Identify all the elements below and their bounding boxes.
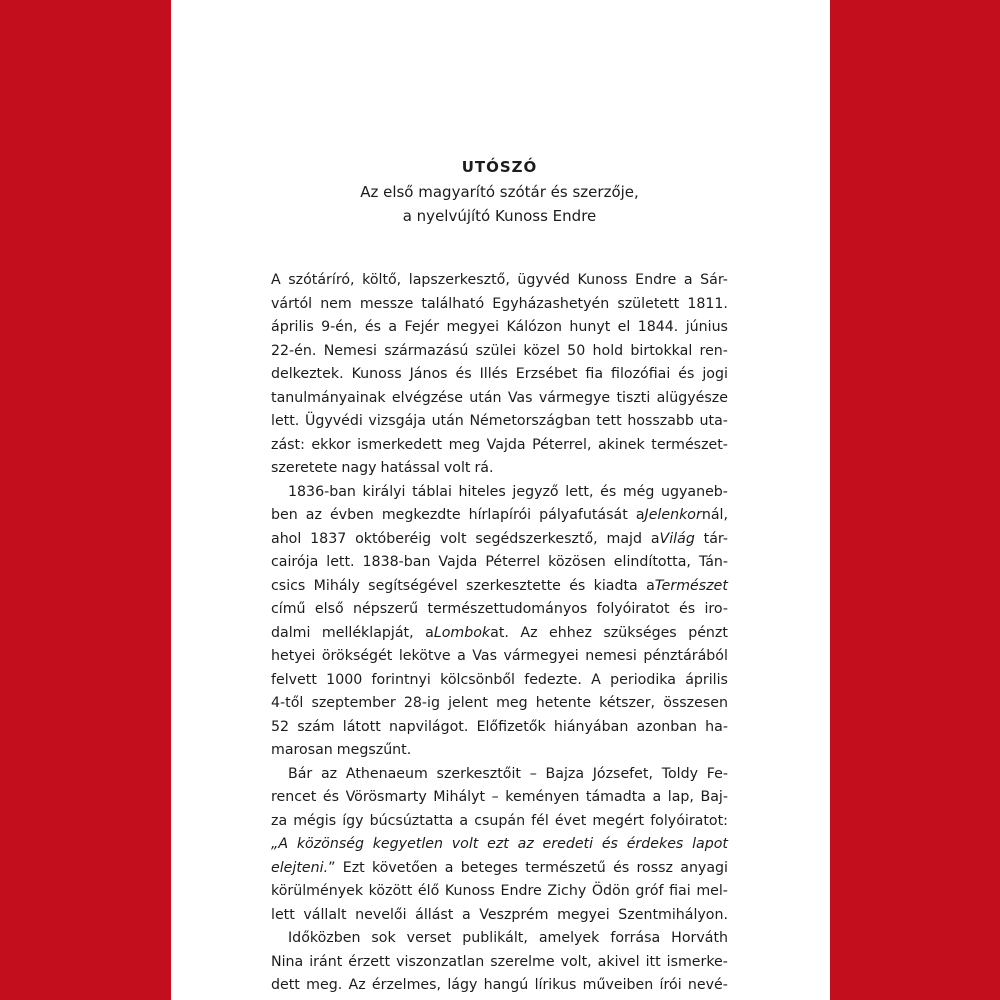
word: közönség xyxy=(296,836,364,852)
word: az xyxy=(320,765,338,782)
word: folyóiratot xyxy=(596,601,670,617)
word: lapot xyxy=(692,836,728,852)
word: táblai xyxy=(412,483,452,500)
word: dett xyxy=(271,977,300,993)
word: az xyxy=(305,507,322,523)
word: látott xyxy=(342,718,381,735)
word: lett, xyxy=(565,483,594,500)
word: dalmi xyxy=(271,624,311,641)
word: Mihályt xyxy=(433,789,486,805)
word: Kunoss xyxy=(577,272,628,288)
word: aTermészet xyxy=(646,577,728,594)
word: érzelmes, xyxy=(371,977,442,993)
word: marosan xyxy=(271,742,333,758)
book-page xyxy=(171,0,830,1000)
word: és xyxy=(678,601,696,617)
word: messze xyxy=(359,295,414,312)
word: aJelenkornál, xyxy=(635,507,728,523)
word: követően xyxy=(372,859,438,876)
word: ügyvéd xyxy=(517,272,570,288)
word: első xyxy=(314,601,344,617)
word: uta- xyxy=(699,413,728,429)
text-line xyxy=(271,880,728,904)
word: segítségével xyxy=(368,577,458,594)
word: hiányában xyxy=(553,718,629,735)
word: 1000 xyxy=(326,671,363,688)
word: ha- xyxy=(705,718,728,735)
text-line xyxy=(271,763,728,787)
word: lírikus xyxy=(534,977,577,993)
text-line xyxy=(271,622,728,646)
word: ekkor xyxy=(311,436,351,453)
word: és xyxy=(613,859,630,876)
word: a xyxy=(457,648,466,664)
word: nevelői xyxy=(355,906,407,923)
word: Fejér xyxy=(404,319,440,335)
word: fedezte. xyxy=(524,671,582,688)
word: hetyei xyxy=(271,648,316,664)
word: ahol xyxy=(271,530,302,547)
word: és xyxy=(601,836,618,852)
word: 52 xyxy=(271,718,290,735)
word: született xyxy=(617,295,680,312)
word: nemesi xyxy=(585,648,637,664)
word: jelent xyxy=(448,695,488,711)
word: és xyxy=(678,366,695,382)
word: a xyxy=(459,812,469,829)
word: Horváth xyxy=(671,930,728,946)
word: lap, xyxy=(667,789,694,805)
word: Vas xyxy=(507,389,533,406)
word: szülei xyxy=(475,342,517,359)
word: Szentmihályon. xyxy=(618,906,728,923)
word: és xyxy=(455,366,472,382)
word: mégis xyxy=(293,812,337,829)
word: kétszer, xyxy=(599,695,656,711)
word: ren- xyxy=(699,342,728,359)
word: meg xyxy=(448,436,481,453)
word: hetente xyxy=(535,695,592,711)
word: beteges xyxy=(460,859,518,876)
text-line xyxy=(271,598,728,622)
word: a xyxy=(388,319,398,335)
word: hosszabb xyxy=(627,413,694,429)
word: forrása xyxy=(610,930,661,946)
word: aVilág xyxy=(650,530,695,547)
word: aLombokat. xyxy=(425,624,509,641)
word: Veszprém xyxy=(479,906,549,923)
word: csupán xyxy=(474,812,526,829)
word: meg xyxy=(496,695,528,711)
text-line xyxy=(271,669,728,693)
word: vállalt xyxy=(303,906,347,923)
word: évben xyxy=(329,507,374,523)
text-line xyxy=(271,528,728,552)
word: 1838-ban xyxy=(362,554,431,570)
word: nevé- xyxy=(687,977,728,993)
word: szeretete xyxy=(271,460,338,476)
word: periodika xyxy=(610,671,676,688)
word: akivel xyxy=(597,953,640,970)
word: népszerű xyxy=(353,601,419,617)
word: június xyxy=(685,319,728,335)
word: tett xyxy=(596,413,622,429)
word: című xyxy=(271,601,306,617)
word: verset xyxy=(406,930,452,946)
word: 22-én. xyxy=(271,342,317,359)
word: megért xyxy=(592,812,645,829)
word: a xyxy=(652,789,662,805)
text-line xyxy=(271,974,728,998)
word: állást xyxy=(415,906,454,923)
word: és xyxy=(600,483,617,500)
word: A xyxy=(591,671,601,688)
word: között xyxy=(368,883,413,899)
word: írói xyxy=(659,977,682,993)
word: közel xyxy=(523,342,560,359)
word: za xyxy=(271,812,288,829)
word: Ezt xyxy=(342,859,365,876)
text-line xyxy=(271,575,728,599)
word: pénztárából xyxy=(643,648,728,664)
word: lapszerkesztő, xyxy=(408,272,510,288)
text-line xyxy=(271,716,728,740)
word: kölcsönből xyxy=(440,671,515,688)
text-line xyxy=(271,457,728,481)
word: Vörösmarty xyxy=(345,789,427,805)
word: eredeti xyxy=(542,836,594,852)
subtitle-line: a nyelvújító Kunoss Endre xyxy=(402,207,597,225)
word: megkezdte xyxy=(381,507,461,523)
word: Az xyxy=(520,624,538,641)
word: itt xyxy=(645,953,661,970)
word: érzett xyxy=(348,953,391,970)
word: április xyxy=(271,319,314,335)
word: ezt xyxy=(487,836,509,852)
word: rossz xyxy=(636,859,673,876)
word: vármegye xyxy=(538,389,611,406)
word: zást: xyxy=(271,436,305,453)
word: lágy xyxy=(447,977,478,993)
text-line xyxy=(271,434,728,458)
word: érdekes xyxy=(626,836,684,852)
word: volt xyxy=(439,530,467,547)
word: Ügyvédi xyxy=(304,413,363,429)
word: viszonzatlan xyxy=(396,953,485,970)
word: ehhez xyxy=(549,624,592,641)
word: publikált, xyxy=(462,930,528,946)
word: nagy xyxy=(341,460,377,476)
word: lett xyxy=(271,906,295,923)
word: Endre xyxy=(635,272,677,288)
word: lekötve xyxy=(398,648,451,664)
word: filozófiai xyxy=(611,366,671,382)
word: azonban xyxy=(636,718,697,735)
text-line xyxy=(271,810,728,834)
word: szeptember xyxy=(311,695,396,711)
text-line xyxy=(271,410,728,434)
word: természettudományos xyxy=(427,601,588,617)
text-line xyxy=(271,833,728,857)
word: lett. xyxy=(271,413,300,429)
word: forintnyi xyxy=(371,671,431,688)
word: Bár xyxy=(288,765,313,782)
word: Nina xyxy=(271,953,304,970)
word: és xyxy=(322,789,340,805)
word: elejteni.” xyxy=(271,859,336,876)
word: Előfizetők xyxy=(476,718,546,735)
text-line xyxy=(271,340,728,364)
word: Egyházashetyén xyxy=(492,295,610,312)
word: hírlapírói xyxy=(468,507,532,523)
word: felvett xyxy=(271,671,317,688)
word: anyagi xyxy=(680,859,728,876)
word: ismerkedett xyxy=(357,436,443,453)
word: hiteles xyxy=(458,483,506,500)
word: októberéig xyxy=(355,530,432,547)
word: mel- xyxy=(696,883,728,899)
text-line xyxy=(271,692,728,716)
chapter-subtitle xyxy=(271,180,728,228)
word: delkeztek. xyxy=(271,366,344,382)
word: cairója xyxy=(271,554,319,570)
word: rencet xyxy=(271,789,317,805)
text-line xyxy=(271,481,728,505)
word: keményen xyxy=(505,789,580,805)
text-line xyxy=(271,387,728,411)
word: szám xyxy=(297,718,335,735)
word: ismerke- xyxy=(666,953,728,970)
word: Péterrel xyxy=(485,554,541,570)
word: évet xyxy=(554,812,587,829)
word: után xyxy=(469,389,502,406)
word: 4-től xyxy=(271,695,304,711)
word: vártól xyxy=(271,295,313,312)
word: 9-én, xyxy=(321,319,358,335)
word: jegyző xyxy=(512,483,559,500)
word: akinek xyxy=(597,436,645,453)
word: majd xyxy=(606,530,642,547)
word: Illés xyxy=(479,366,508,382)
text-line xyxy=(271,504,728,528)
word: származású xyxy=(384,342,469,359)
text-line xyxy=(271,293,728,317)
word: folyóiratot: xyxy=(650,812,728,829)
text-line xyxy=(271,316,728,340)
word: 28-ig xyxy=(403,695,440,711)
word: Zichy xyxy=(547,883,587,899)
word: költő, xyxy=(362,272,402,288)
word: napvilágot. xyxy=(388,718,469,735)
word: melléklapját, xyxy=(321,624,414,641)
word: rá. xyxy=(474,460,494,476)
word: Athenaeum xyxy=(345,765,428,782)
body-text xyxy=(271,269,728,998)
word: Péterrel, xyxy=(532,436,592,453)
word: királyi xyxy=(362,483,406,500)
word: fél xyxy=(531,812,549,829)
word: ugyaneb- xyxy=(660,483,728,500)
word: Kálózon xyxy=(506,319,562,335)
word: 1844. xyxy=(637,319,679,335)
word: Ödön xyxy=(591,883,630,899)
word: Toldy xyxy=(661,765,698,782)
word: – xyxy=(529,765,537,782)
word: Fe- xyxy=(706,765,728,782)
word: szerkesztette xyxy=(466,577,561,594)
word: Tán- xyxy=(698,554,728,570)
word: hangú xyxy=(483,977,529,993)
word: gróf xyxy=(635,883,664,899)
word: található xyxy=(421,295,485,312)
word: természet- xyxy=(651,436,728,453)
word: megyei xyxy=(557,906,610,923)
word: Kunoss xyxy=(444,883,495,899)
word: – xyxy=(491,789,499,805)
word: pénzt xyxy=(688,624,728,641)
word: Vajda xyxy=(438,554,478,570)
word: megyei xyxy=(446,319,500,335)
text-line xyxy=(271,269,728,293)
text-line xyxy=(271,951,728,975)
word: Endre xyxy=(500,883,542,899)
word: műveiben xyxy=(582,977,654,993)
text-line xyxy=(271,551,728,575)
word: és xyxy=(364,319,382,335)
word: még xyxy=(622,483,655,500)
word: búcsúztatta xyxy=(369,812,454,829)
word: természetű xyxy=(525,859,606,876)
word: tár- xyxy=(703,530,728,547)
word: után xyxy=(431,413,464,429)
word: tanulmányainak xyxy=(271,389,386,406)
text-line xyxy=(271,739,728,763)
word: nem xyxy=(320,295,352,312)
word: 1836-ban xyxy=(288,483,356,500)
word: Az xyxy=(348,977,366,993)
text-line xyxy=(271,927,728,951)
word: János xyxy=(409,366,448,382)
word: Mihály xyxy=(313,577,360,594)
word: hatással xyxy=(380,460,440,476)
word: lett. xyxy=(326,554,355,570)
word: hold xyxy=(592,342,624,359)
word: élő xyxy=(417,883,440,899)
word: amelyek xyxy=(538,930,600,946)
word: iro- xyxy=(704,601,728,617)
text-line xyxy=(271,786,728,810)
word: Erzsébet xyxy=(515,366,578,382)
word: tiszti xyxy=(616,389,651,406)
word: jogi xyxy=(702,366,728,382)
word: az xyxy=(517,836,534,852)
word: A xyxy=(271,272,281,288)
word: megszűnt. xyxy=(336,742,412,758)
word: „A xyxy=(271,836,289,852)
word: körülmények xyxy=(271,883,364,899)
word: közösen xyxy=(548,554,606,570)
word: Vas xyxy=(472,648,497,664)
word: vizsgája xyxy=(368,413,426,429)
word: meg. xyxy=(306,977,343,993)
word: kegyetlen xyxy=(372,836,444,852)
word: elvégzése xyxy=(391,389,464,406)
word: elindította, xyxy=(613,554,691,570)
word: Nemesi xyxy=(323,342,377,359)
word: sok xyxy=(371,930,396,946)
word: iránt xyxy=(309,953,343,970)
word: Sár- xyxy=(700,272,728,288)
word: alügyésze xyxy=(656,389,728,406)
word: Németországban xyxy=(469,413,591,429)
word: április xyxy=(685,671,728,688)
word: ben xyxy=(271,507,298,523)
word: szótáríró, xyxy=(288,272,355,288)
word: 1837 xyxy=(310,530,347,547)
word: volt, xyxy=(560,953,592,970)
text-line xyxy=(271,857,728,881)
text-line xyxy=(271,904,728,928)
word: 1811. xyxy=(687,295,728,312)
word: 50 xyxy=(567,342,586,359)
word: Kunoss xyxy=(351,366,402,382)
word: birtokkal xyxy=(630,342,693,359)
word: a xyxy=(461,906,471,923)
chapter-title: UTÓSZÓ xyxy=(461,158,538,176)
word: Bajza xyxy=(545,765,585,782)
word: segédszerkesztő, xyxy=(475,530,598,547)
word: vármegyei xyxy=(503,648,579,664)
word: hunyt xyxy=(569,319,611,335)
word: szerkesztőit xyxy=(436,765,521,782)
word: fiai xyxy=(669,883,691,899)
word: összesen xyxy=(663,695,728,711)
word: Baj- xyxy=(700,789,728,805)
text-line xyxy=(271,363,728,387)
word: így xyxy=(342,812,364,829)
word: és xyxy=(569,577,586,594)
word: szerelme xyxy=(490,953,555,970)
text-line xyxy=(271,645,728,669)
word: Józsefet, xyxy=(592,765,653,782)
word: támadta xyxy=(585,789,646,805)
word: Vajda xyxy=(486,436,526,453)
word: volt xyxy=(443,460,471,476)
word: kiadta xyxy=(593,577,638,594)
word: el xyxy=(617,319,631,335)
word: volt xyxy=(451,836,479,852)
word: a xyxy=(683,272,693,288)
word: a xyxy=(444,859,454,876)
word: pályafutását xyxy=(539,507,628,523)
word: Időközben xyxy=(288,930,361,946)
word: szükséges xyxy=(603,624,677,641)
word: csics xyxy=(271,577,306,594)
subtitle-line: Az első magyarító szótár és szerzője, xyxy=(360,183,639,201)
word: örökségét xyxy=(321,648,393,664)
word: fia xyxy=(585,366,604,382)
